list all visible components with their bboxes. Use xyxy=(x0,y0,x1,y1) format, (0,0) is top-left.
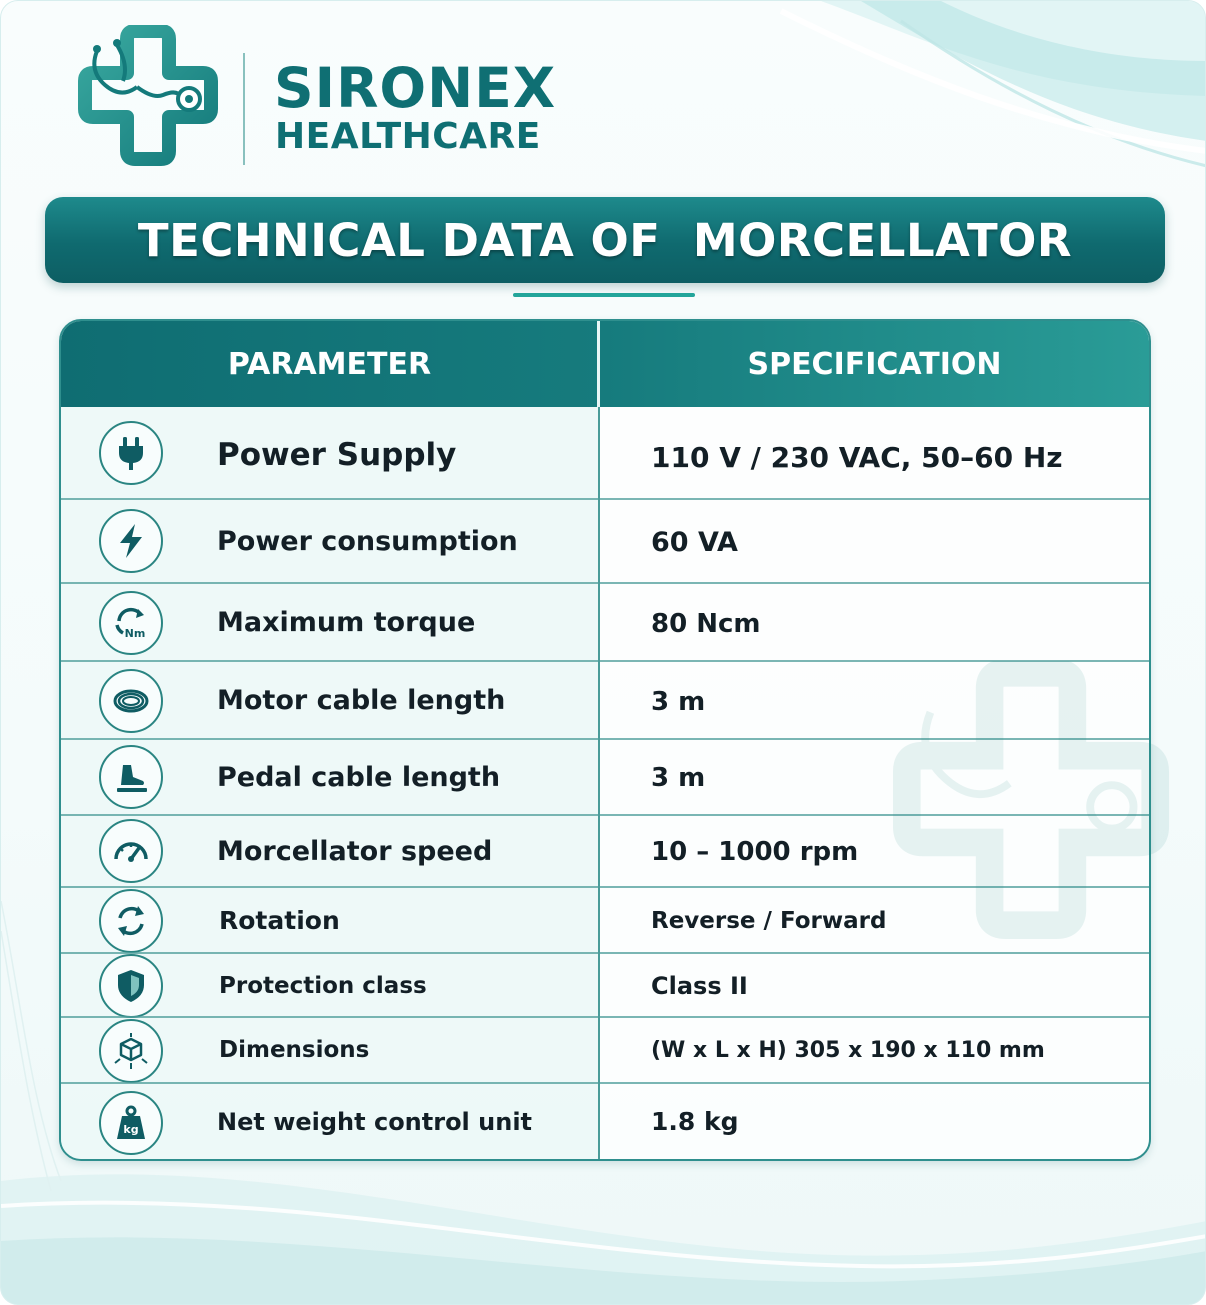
spec-value: 3 m xyxy=(651,687,706,717)
weight-icon xyxy=(99,1091,163,1155)
param-label: Net weight control unit xyxy=(217,1108,533,1136)
header-specification: SPECIFICATION xyxy=(747,346,1002,382)
param-label: Rotation xyxy=(219,906,340,935)
param-label: Dimensions xyxy=(219,1037,370,1063)
spec-value: (W x L x H) 305 x 190 x 110 mm xyxy=(651,1038,1045,1063)
torque-icon xyxy=(99,591,163,655)
spec-value: 1.8 kg xyxy=(651,1107,739,1136)
foot-pedal-icon xyxy=(99,745,163,809)
box-dimensions-icon xyxy=(99,1019,163,1083)
watermark-logo xyxy=(891,661,1171,941)
torque-icon-text: Nm xyxy=(124,627,146,640)
lightning-bolt-icon xyxy=(99,509,163,573)
spec-value: 80 Ncm xyxy=(651,609,761,639)
param-label: Motor cable length xyxy=(217,685,506,716)
brand-name: SIRONEX xyxy=(274,56,557,120)
medical-cross-stethoscope-icon xyxy=(77,25,219,167)
rotation-arrows-icon xyxy=(99,889,163,953)
param-label: Protection class xyxy=(219,973,427,999)
table-row xyxy=(61,407,1149,499)
spec-value: 3 m xyxy=(651,763,706,793)
cable-coil-icon xyxy=(99,669,163,733)
brand-subtitle: HEALTHCARE xyxy=(275,116,541,157)
speedometer-icon xyxy=(99,819,163,883)
shield-icon xyxy=(99,954,163,1018)
table-row xyxy=(61,953,1149,1017)
param-label: Power consumption xyxy=(217,526,518,557)
table-row xyxy=(61,1017,1149,1083)
spec-value: Class II xyxy=(651,972,748,1000)
table-row xyxy=(61,583,1149,661)
column-divider xyxy=(598,407,600,1161)
power-plug-icon xyxy=(99,421,163,485)
param-label: Power Supply xyxy=(217,437,457,473)
spec-value: Reverse / Forward xyxy=(651,908,887,934)
spec-value: 60 VA xyxy=(651,527,738,558)
page-title: TECHNICAL DATA OF MORCELLATOR xyxy=(137,213,1073,267)
param-label: Pedal cable length xyxy=(217,762,501,793)
weight-icon-text: kg xyxy=(123,1123,139,1136)
param-label: Maximum torque xyxy=(217,607,476,638)
table-row xyxy=(61,1083,1149,1161)
table-row xyxy=(61,499,1149,583)
spec-value: 110 V / 230 VAC, 50–60 Hz xyxy=(651,441,1063,474)
logo-divider xyxy=(243,53,245,165)
param-label: Morcellator speed xyxy=(217,836,493,867)
header-parameter: PARAMETER xyxy=(227,346,432,382)
table-header xyxy=(61,321,1149,407)
title-underline xyxy=(513,293,695,297)
title-banner xyxy=(45,197,1165,283)
spec-value: 10 – 1000 rpm xyxy=(651,837,859,867)
